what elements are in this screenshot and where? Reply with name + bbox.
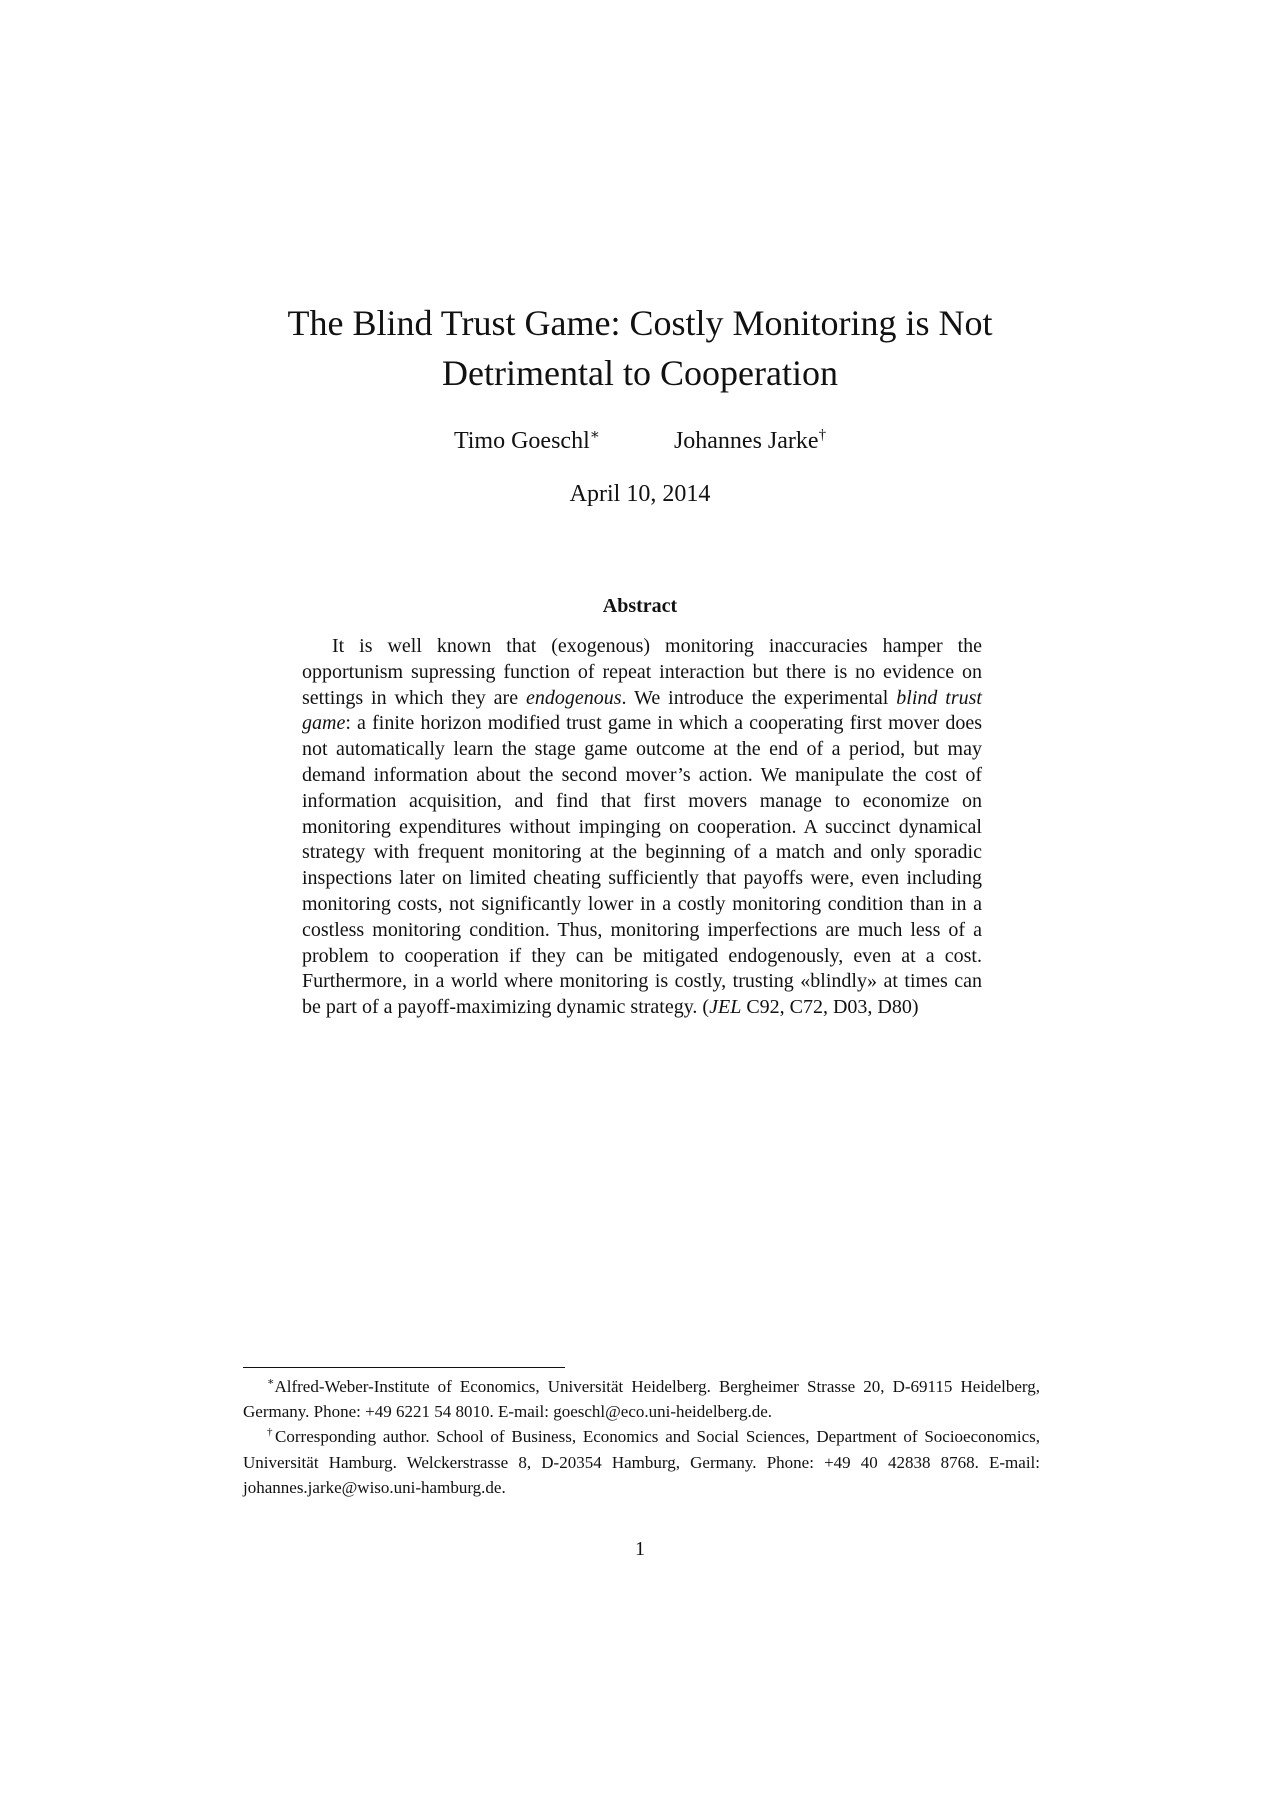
footnote-affiliation-jarke [243, 1424, 1040, 1500]
author-name: Johannes Jarke [673, 428, 819, 454]
footnote-text: Alfred-Weber-Institute of Economics, Universität Heidelberg. Bergheimer Strasse 20, D-69115 Heidelberg, Germany. Phone: +49 6221 54 8010. E-mail: goeschl@eco.uni-heidelberg.de. [243, 1377, 1040, 1422]
author-name: Timo Goeschl [453, 428, 590, 454]
abstract-text-part: It is well known that (exogenous) monitoring inaccuracies hamper the opportunism supressing function of repeat interaction but there is no evidence on settings in which they are [302, 635, 982, 709]
author-footnote-mark: † [818, 427, 827, 443]
footnote-affiliation-goeschl [243, 1374, 1040, 1424]
author-goeschl [454, 425, 600, 457]
abstract-text-part: . We introduce the experimental [621, 686, 897, 709]
author-jarke [674, 425, 826, 457]
author-list [0, 425, 1280, 457]
footnote-text: Corresponding author. School of Business, Economics and Social Sciences, Department of Socioeconomics, Universität Hamburg. Welckerstrasse 8, D-20354 Hamburg, Germany. Phone: +49 40 42838 8768. E-mail: johannes.jarke@wiso.uni-hamburg.de. [243, 1427, 1040, 1497]
footnote-mark: † [267, 1426, 276, 1439]
abstract-emphasis: blind trust game [302, 686, 982, 735]
page-number: 1 [635, 1538, 645, 1560]
abstract-text-part: C92, C72, D03, D80) [741, 996, 919, 1019]
abstract-text-part: : a finite horizon modified trust game in which a cooperating first mover does not automatically learn the stage game outcome at the end of a period, but may demand information about the second mover’s action. We manipulate the cost of information acquisition, and find that first movers manage to economize on monitoring expenditures without impinging on cooperation. A succinct dynamical strategy with frequent monitoring at the beginning of a match and only sporadic inspections later on limited cheating sufficiently that payoffs were, even including monitoring costs, not significantly lower in a costly monitoring condition than in a costless monitoring condition. Thus, monitoring imperfections are much less of a problem to cooperation if they can be mitigated endogenously, even at a cost. Furthermore, in a world where monitoring is costly, trusting «blindly» at times can be part of a payoff-maximizing dynamic strategy. ( [302, 712, 982, 1019]
abstract-emphasis: JEL [709, 996, 742, 1019]
abstract-emphasis: endogenous [525, 686, 622, 709]
footnotes [243, 1374, 1040, 1500]
footnote-divider [243, 1367, 565, 1368]
abstract-heading: Abstract [602, 595, 678, 617]
author-footnote-mark: ∗ [589, 427, 600, 443]
abstract-text [302, 634, 982, 1021]
paper-date: April 10, 2014 [569, 481, 711, 507]
paper-title: The Blind Trust Game: Costly Monitoring is Not Detrimental to Cooperation [287, 303, 993, 393]
footnote-mark: ∗ [267, 1376, 275, 1388]
